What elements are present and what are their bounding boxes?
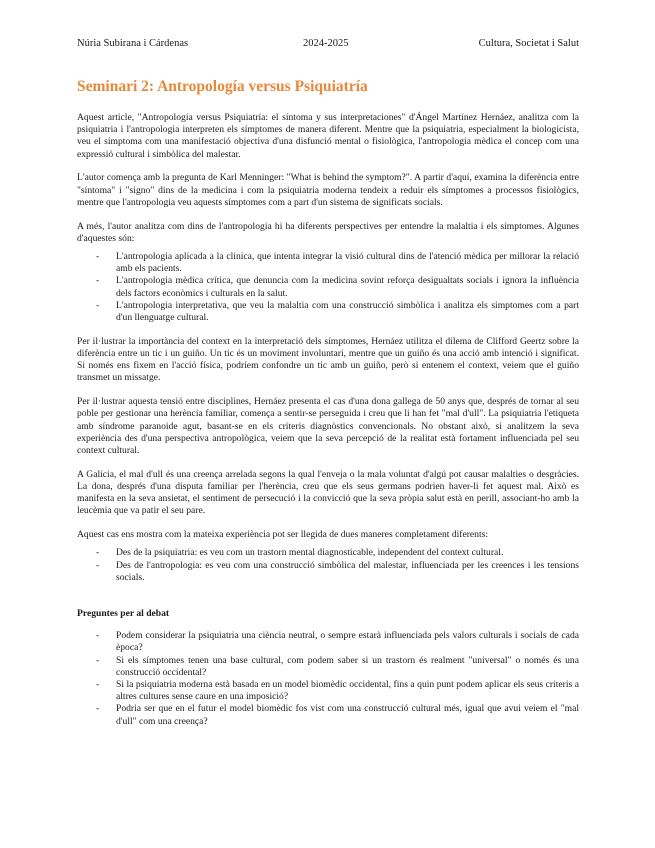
perspectives-list [77, 251, 579, 324]
list-item: - L'antropologia interpretativa, que veu la malaltia com una construcció simbòlica i analitza els símptomes com a part d'un llenguatge cultural. [96, 299, 579, 324]
paragraph-geertz: Per il·lustrar la importància del context en la interpretació dels símptomes, Hernáez utilitza el dilema de Clifford Geertz sobre la diferència entre un tic i un guiño. Un tic és un moviment involuntari, mentre que un guiño és una acció amb intenció i significat. Si només ens fixem en l'acció física, podríem confondre un tic amb un guiño, però si entenem el context, veiem que el guiño transmet un missatge. [77, 335, 579, 384]
list-item: - L'antropologia aplicada a la clínica, que intenta integrar la visió cultural dins de l'atenció mèdica per millorar la relació amb els pacients. [96, 251, 579, 275]
paragraph-two-readings: Aquest cas ens mostra com la mateixa experiència pot ser llegida de dues maneres completament diferents: [77, 529, 489, 541]
bullet-dash: - [96, 275, 100, 287]
list-item: - L'antropologia mèdica crítica, que denuncia com la medicina sovint reforça desigualtats socials i ignora la influència dels factors econòmics i culturals en la salut. [96, 275, 579, 299]
paragraph-galicia: A Galícia, el mal d'ull és una creença arrelada segons la qual l'enveja o la mala voluntat d'algú pot causar malalties o desgràcies. La dona, després d'una disputa familiar per l'herència, creu que els seus germans podrien haver-li fet aquest mal. Això es manifesta en la seva ansietat, el sentiment de persecució i la convicció que la seva pròpia salut està en perill, associant-ho amb la leucèmia que va patir el seu pare. [77, 468, 579, 517]
paragraph-perspectives-intro: A més, l'autor analitza com dins de l'antropologia hi ha diferents perspectives per entendre la malaltia i els símptomes. Algunes d'aquestes són: [77, 220, 579, 244]
bullet-dash: - [96, 703, 100, 715]
document-title: Seminari 2: Antropología versus Psiquiatría [77, 78, 368, 95]
bullet-dash: - [96, 547, 100, 559]
list-item: - Podem considerar la psiquiatria una ciència neutral, o sempre estarà influenciada pels valors culturals i socials de cada època? [96, 630, 579, 654]
list-item: - Podria ser que en el futur el model biomèdic fos vist com una construcció cultural més, igual que avui veiem el "mal d'ull" com una creença? [96, 703, 579, 727]
header-year: 2024-2025 [303, 38, 349, 49]
questions-heading: Preguntes per al debat [77, 608, 170, 620]
header-author: Núria Subirana i Cárdenas [77, 38, 189, 49]
bullet-dash: - [96, 251, 100, 263]
bullet-dash: - [96, 679, 100, 691]
list-item: - Si la psiquiatria moderna està basada en un model biomèdic occidental, fins a quin punt podem aplicar els seus criteris a altres cultures sense caure en una imposició? [96, 679, 579, 703]
readings-list [77, 547, 579, 584]
page-header [77, 38, 579, 52]
paragraph-menninger: L'autor comença amb la pregunta de Karl Menninger: "What is behind the symptom?". A partir d'aquí, examina la diferència entre "síntoma" i "signo" dins de la medicina i com la psiquiatria moderna tendeix a reduir els símptomes a processos fisiològics, mentre que l'antropologia veu aquests símptomes com a part d'un sistema de significats socials. [77, 172, 579, 208]
document-body [77, 112, 579, 739]
list-item: - Des de la psiquiatria: es veu com un trastorn mental diagnosticable, independent del context cultural. [96, 547, 504, 559]
bullet-dash: - [96, 630, 100, 642]
paragraph-case: Per il·lustrar aquesta tensió entre disciplines, Hernáez presenta el cas d'una dona gallega de 50 anys que, després de tornar al seu poble per gestionar una herència familiar, comença a sentir-se perseguida i creu que li han fet "mal d'ull". La psiquiatria l'etiqueta amb síndrome paranoide agut, basant-se en els criteris diagnòstics convencionals. No obstant això, si analitzem la seva experiència des d'una perspectiva antropològica, veiem que la seva percepció de la realitat està fortament influenciada pel seu context cultural. [77, 396, 579, 457]
list-item: - Si els símptomes tenen una base cultural, com podem saber si un trastorn és realment "universal" o només és una construcció occidental? [96, 654, 579, 678]
questions-list [77, 630, 579, 728]
header-subject: Cultura, Societat i Salut [478, 38, 579, 49]
paragraph-intro: Aquest article, "Antropología versus Psiquiatría: el síntoma y sus interpretaciones" d'Ángel Martínez Hernáez, analitza com la psiquiatria i l'antropologia interpreten els símptomes de manera diferent. Mentre que la psiquiatria, especialment la biologicista, veu el símptoma com una manifestació objectiva d'una disfunció mental o fisiològica, l'antropologia mèdica el concep com una expressió cultural i simbòlica del malestar. [77, 112, 579, 160]
list-item: - Des de l'antropologia: es veu com una construcció simbòlica del malestar, influenciada per les creences i les tensions socials. [96, 559, 579, 583]
bullet-dash: - [96, 299, 100, 311]
bullet-dash: - [96, 559, 100, 571]
bullet-dash: - [96, 654, 100, 666]
